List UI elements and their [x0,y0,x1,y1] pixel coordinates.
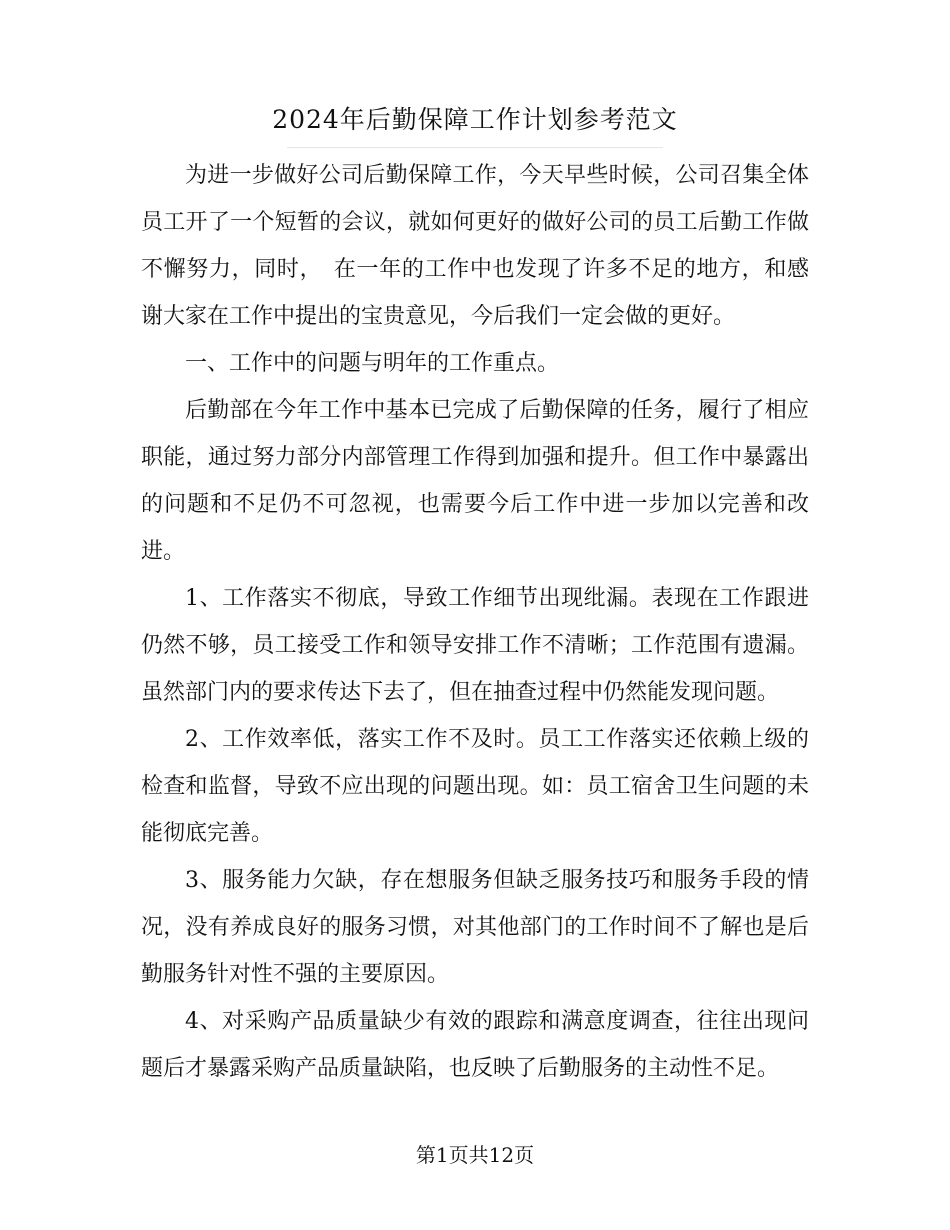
section-heading-1: 一、工作中的问题与明年的工作重点。 [185,351,560,376]
page-number-footer: 第1页共12页 [415,1143,535,1167]
paragraph-issue-3: 3、服务能力欠缺，存在想服务但缺乏服务技巧和服务手段的情况，没有养成良好的服务习惯，对其他部门的工作时间不了解也是后勤服务针对性不强的主要原因。 [141,868,809,987]
paragraph-issue-4: 4、对采购产品质量缺少有效的跟踪和满意度调查，往往出现问题后才暴露采购产品质量缺陷，也反映了后勤服务的主动性不足。 [141,1009,809,1081]
paragraph-summary: 后勤部在今年工作中基本已完成了后勤保障的任务，履行了相应职能，通过努力部分内部管理工作得到加强和提升。但工作中暴露出的问题和不足仍不可忽视，也需要今后工作中进一步加以完善和改进。 [141,398,809,564]
document-title: 2024年后勤保障工作计划参考范文 [272,105,678,134]
document-body [141,152,809,1092]
paragraph-intro: 为进一步做好公司后勤保障工作，今天早些时候，公司召集全体员工开了一个短暂的会议，就如何更好的做好公司的员工后勤工作做不懈努力，同时， 在一年的工作中也发现了许多不足的地方，和感谢大家在工作中提出的宝贵意见，今后我们一定会做的更好。 [141,163,809,329]
paragraph-issue-2: 2、工作效率低，落实工作不及时。员工工作落实还依赖上级的检查和监督，导致不应出现的问题出现。如：员工宿舍卫生问题的未能彻底完善。 [141,727,809,846]
paragraph-issue-1: 1、工作落实不彻底，导致工作细节出现纰漏。表现在工作跟进仍然不够，员工接受工作和领导安排工作不清晰；工作范围有遗漏。虽然部门内的要求传达下去了，但在抽查过程中仍然能发现问题。 [141,586,809,705]
title-divider [287,147,663,148]
